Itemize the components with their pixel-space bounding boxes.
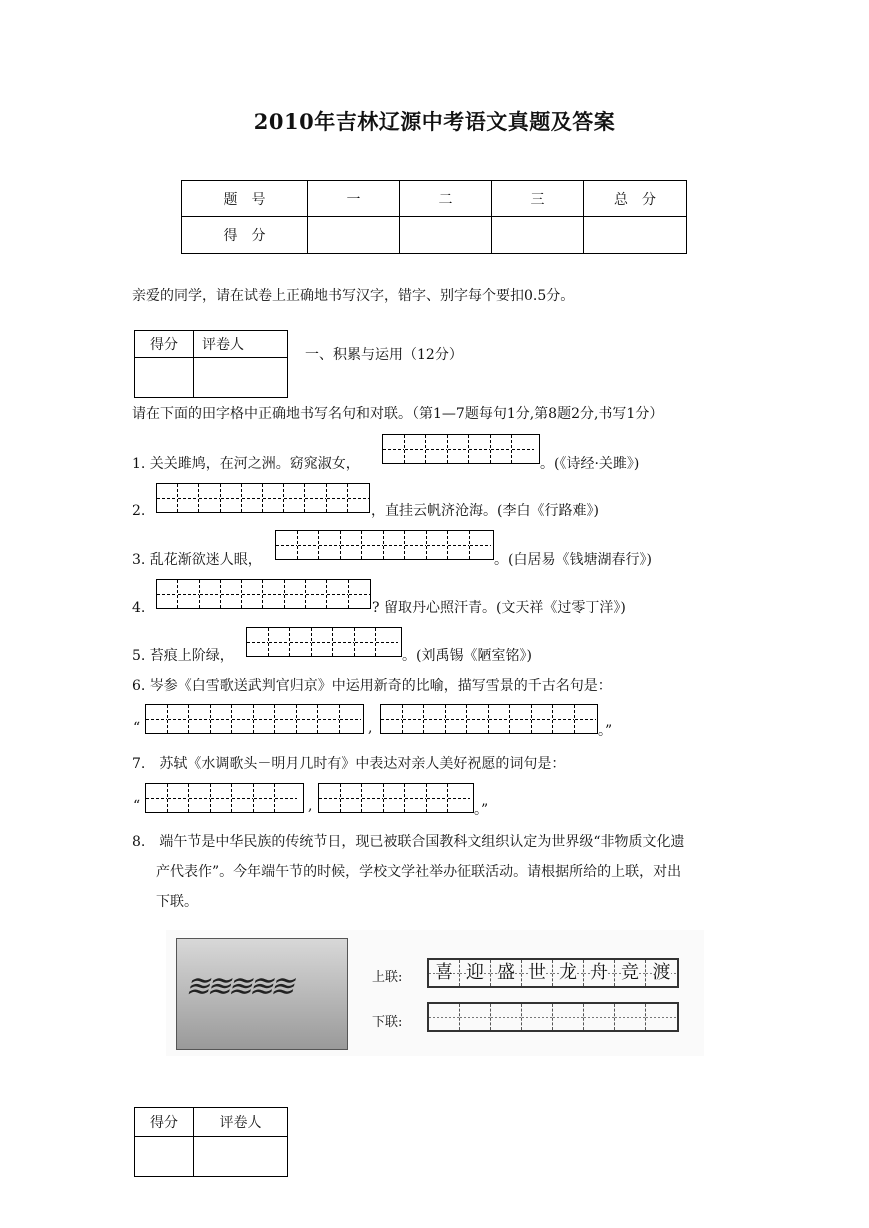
q8-line1: 8. 端午节是中华民族的传统节日，现已被联合国教科文组织认定为世界级“非物质文化遗 — [132, 834, 685, 850]
page-title: 2010年吉林辽源中考语文真题及答案 — [253, 109, 616, 134]
shang-lian-char: 盛 — [491, 960, 522, 986]
q7-text: 7. 苏轼《水调歌头－明月几时有》中表达对亲人美好祝愿的词句是： — [132, 756, 566, 772]
xia-lian-cell[interactable] — [615, 1004, 646, 1030]
score-cell[interactable] — [492, 217, 584, 254]
q6-answer-grid-2[interactable] — [380, 704, 598, 734]
q3-prefix: 3. 乱花渐欲迷人眼， — [132, 552, 262, 568]
shang-lian-char: 迎 — [460, 960, 491, 986]
q6-open-quote: “ — [133, 720, 141, 736]
section-title: 一、积累与运用（12分） — [305, 347, 463, 363]
xia-lian-cell[interactable] — [646, 1004, 677, 1030]
q3-suffix: 。(白居易《钱塘湖春行》) — [494, 552, 652, 568]
q1-prefix: 1. 关关雎鸠，在河之洲。窈窕淑女， — [132, 456, 360, 472]
xia-lian-cell[interactable] — [553, 1004, 584, 1030]
grader-label: 评卷人 — [194, 331, 288, 358]
q6-answer-grid-1[interactable] — [145, 704, 364, 734]
shang-lian-char: 龙 — [553, 960, 584, 986]
shang-lian-char: 世 — [522, 960, 553, 986]
shang-lian-label: 上联: — [372, 970, 403, 985]
q3-answer-grid[interactable] — [275, 530, 494, 560]
xia-lian-cell[interactable] — [460, 1004, 491, 1030]
shang-lian-char: 渡 — [646, 960, 677, 986]
q6-comma: , — [368, 720, 373, 736]
xia-lian-cell[interactable] — [522, 1004, 553, 1030]
q4-suffix: ? 留取丹心照汗青。(文天祥《过零丁洋》) — [372, 600, 626, 616]
score-cell[interactable] — [584, 217, 687, 254]
header-cell: 总 分 — [584, 181, 687, 217]
grader-cell[interactable] — [194, 1137, 288, 1177]
xia-lian-cell[interactable] — [429, 1004, 460, 1030]
grader-cell[interactable] — [194, 358, 288, 398]
q4-answer-grid[interactable] — [156, 579, 371, 609]
xia-lian-cell[interactable] — [584, 1004, 615, 1030]
q1-suffix: 。(《诗经·关雎》) — [540, 456, 640, 472]
header-cell: 二 — [400, 181, 492, 217]
q7-close-quote: 。” — [474, 802, 489, 818]
q5-suffix: 。(刘禹锡《陋室铭》) — [402, 648, 532, 664]
score-table — [181, 180, 687, 254]
score-cell[interactable] — [400, 217, 492, 254]
q4-number: 4. — [132, 600, 146, 616]
xia-lian-label: 下联: — [372, 1015, 403, 1030]
score-cell[interactable] — [308, 217, 400, 254]
shang-lian-grid — [427, 958, 679, 988]
q5-prefix: 5. 苔痕上阶绿， — [132, 648, 234, 664]
score-label: 得分 — [135, 331, 194, 358]
grader-box-2 — [134, 1107, 288, 1177]
header-cell: 三 — [492, 181, 584, 217]
instruction-text: 请在下面的田字格中正确地书写名句和对联。（第1—7题每句1分,第8题2分,书写1分） — [132, 406, 664, 422]
q2-suffix: ，直挂云帆济沧海。(李白《行路难》) — [371, 503, 599, 519]
intro-text: 亲爱的同学，请在试卷上正确地书写汉字，错字、别字每个要扣0.5分。 — [132, 288, 575, 304]
header-cell: 题 号 — [182, 181, 308, 217]
shang-lian-char: 竞 — [615, 960, 646, 986]
q7-comma: , — [308, 798, 313, 814]
shang-lian-char: 舟 — [584, 960, 615, 986]
row-label: 得 分 — [182, 217, 308, 254]
score-cell[interactable] — [135, 358, 194, 398]
q5-answer-grid[interactable] — [246, 627, 402, 657]
xia-lian-grid[interactable] — [427, 1002, 679, 1032]
q1-answer-grid[interactable] — [382, 434, 540, 464]
q8-line2: 产代表作”。今年端午节的时候，学校文学社举办征联活动。请根据所给的上联，对出 — [156, 864, 682, 880]
shang-lian-char: 喜 — [429, 960, 460, 986]
header-cell: 一 — [308, 181, 400, 217]
dragon-boat-calligraphy-icon: ≋≋≋≋≋ — [185, 969, 291, 1004]
grader-label: 评卷人 — [194, 1108, 288, 1137]
score-cell[interactable] — [135, 1137, 194, 1177]
q8-line3: 下联。 — [156, 894, 198, 910]
q2-number: 2. — [132, 503, 146, 519]
q6-close-quote: 。” — [598, 723, 613, 739]
q6-text: 6. 岑参《白雪歌送武判官归京》中运用新奇的比喻，描写雪景的千古名句是： — [132, 678, 612, 694]
q2-answer-grid[interactable] — [156, 483, 370, 513]
grader-box — [134, 330, 288, 398]
q7-open-quote: “ — [133, 798, 141, 814]
dragon-boat-image — [176, 938, 348, 1050]
xia-lian-cell[interactable] — [491, 1004, 522, 1030]
score-label: 得分 — [135, 1108, 194, 1137]
q7-answer-grid-2[interactable] — [318, 783, 474, 813]
q7-answer-grid-1[interactable] — [145, 783, 304, 813]
